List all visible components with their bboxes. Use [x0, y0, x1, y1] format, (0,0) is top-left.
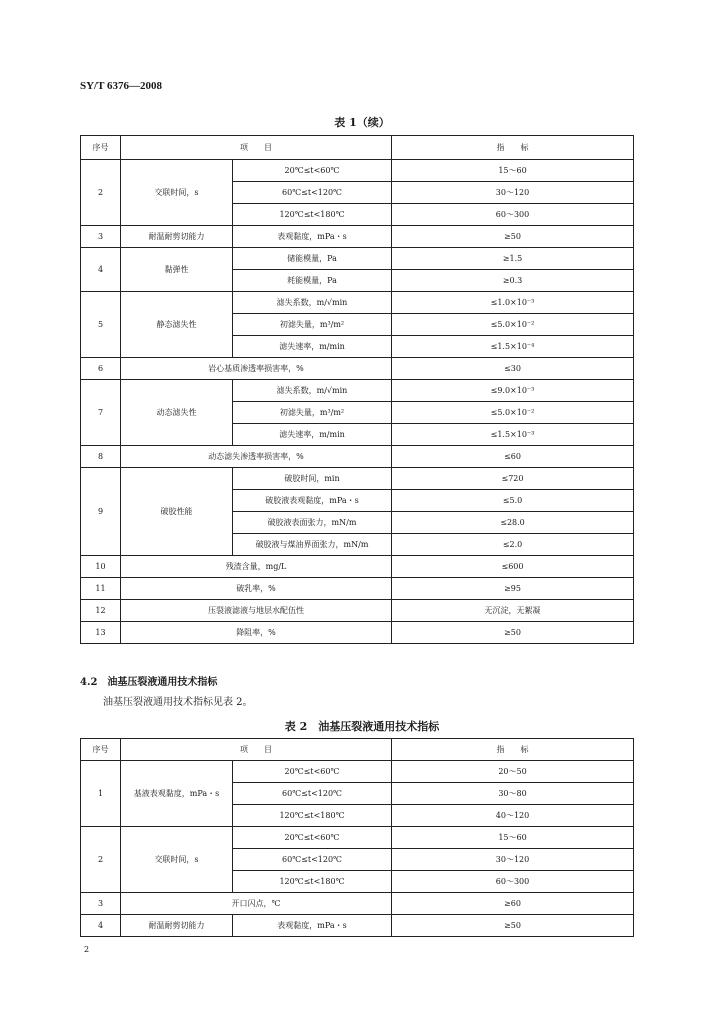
- row-value: 60～300: [392, 871, 634, 893]
- table1-caption: 表 1（续）: [334, 116, 390, 129]
- row-condition: 20℃≤t<60℃: [233, 827, 392, 849]
- row-value: 15～60: [392, 160, 634, 182]
- section-text: 油基压裂液通用技术指标见表 2。: [103, 697, 253, 708]
- row-condition: 破胶液表观黏度，mPa・s: [233, 490, 392, 512]
- row-condition: 60℃≤t<120℃: [233, 849, 392, 871]
- table2: [80, 738, 634, 937]
- row-value: ≤9.0×10⁻³: [392, 380, 634, 402]
- row-value: 30～120: [392, 849, 634, 871]
- row-condition: 初滤失量，m³/m²: [233, 402, 392, 424]
- row-no: 9: [81, 468, 121, 556]
- row-value: ≤5.0×10⁻²: [392, 402, 634, 424]
- row-value: 30～120: [392, 182, 634, 204]
- table-row: [81, 160, 634, 182]
- table-row: [81, 600, 634, 622]
- row-value: ≤30: [392, 358, 634, 380]
- table2-header-row: [81, 739, 634, 761]
- row-condition: 表观黏度，mPa・s: [233, 226, 392, 248]
- row-condition: 滤失系数，m/√min: [233, 292, 392, 314]
- row-value: ≤28.0: [392, 512, 634, 534]
- row-condition: 破胶液与煤油界面张力，mN/m: [233, 534, 392, 556]
- row-value: ≥50: [392, 226, 634, 248]
- row-condition: 20℃≤t<60℃: [233, 160, 392, 182]
- row-value: ≤1.5×10⁻⁴: [392, 336, 634, 358]
- row-item-name: 交联时间，s: [121, 160, 233, 226]
- row-no: 2: [81, 160, 121, 226]
- row-value: ≤60: [392, 446, 634, 468]
- col-header-no: 序号: [81, 136, 121, 160]
- row-item-name: 降阻率，%: [121, 622, 392, 644]
- row-item-name: 静态滤失性: [121, 292, 233, 358]
- row-no: 5: [81, 292, 121, 358]
- table-row: [81, 446, 634, 468]
- standard-code: SY/T 6376—2008: [80, 80, 163, 92]
- row-no: 8: [81, 446, 121, 468]
- row-item-name: 岩心基质渗透率损害率，%: [121, 358, 392, 380]
- row-condition: 20℃≤t<60℃: [233, 761, 392, 783]
- row-item-name: 交联时间，s: [121, 827, 233, 893]
- row-item-name: 耐温耐剪切能力: [121, 226, 233, 248]
- row-value: ≤1.5×10⁻³: [392, 424, 634, 446]
- col-header-no: 序号: [81, 739, 121, 761]
- table2-caption: 表 2 油基压裂液通用技术指标: [284, 720, 440, 733]
- row-value: ≤720: [392, 468, 634, 490]
- row-condition: 破胶液表面张力，mN/m: [233, 512, 392, 534]
- row-item-name: 压裂液滤液与地层水配伍性: [121, 600, 392, 622]
- row-condition: 滤失速率，m/min: [233, 336, 392, 358]
- row-value: ≥50: [392, 915, 634, 937]
- row-no: 1: [81, 761, 121, 827]
- row-condition: 120℃≤t<180℃: [233, 204, 392, 226]
- row-item-name: 基液表观黏度，mPa・s: [121, 761, 233, 827]
- col-header-index: 指 标: [392, 136, 634, 160]
- table-row: [81, 248, 634, 270]
- row-condition: 初滤失量，m³/m²: [233, 314, 392, 336]
- table-row: [81, 622, 634, 644]
- row-value: ≤5.0: [392, 490, 634, 512]
- row-value: ≥50: [392, 622, 634, 644]
- row-condition: 滤失系数，m/√min: [233, 380, 392, 402]
- table-row: [81, 556, 634, 578]
- row-item-name: 动态滤失渗透率损害率，%: [121, 446, 392, 468]
- row-condition: 耗能模量，Pa: [233, 270, 392, 292]
- row-condition: 60℃≤t<120℃: [233, 783, 392, 805]
- col-header-index: 指 标: [392, 739, 634, 761]
- table-row: [81, 358, 634, 380]
- row-value: ≥60: [392, 893, 634, 915]
- row-value: ≥95: [392, 578, 634, 600]
- row-value: ≤2.0: [392, 534, 634, 556]
- row-item-name: 开口闪点，℃: [121, 893, 392, 915]
- table-row: [81, 827, 634, 849]
- table-row: [81, 893, 634, 915]
- row-no: 2: [81, 827, 121, 893]
- row-no: 3: [81, 893, 121, 915]
- row-condition: 120℃≤t<180℃: [233, 871, 392, 893]
- row-value: ≤600: [392, 556, 634, 578]
- row-condition: 120℃≤t<180℃: [233, 805, 392, 827]
- row-value: 无沉淀，无絮凝: [392, 600, 634, 622]
- row-item-name: 动态滤失性: [121, 380, 233, 446]
- row-value: 30～80: [392, 783, 634, 805]
- row-value: 60～300: [392, 204, 634, 226]
- row-no: 4: [81, 915, 121, 937]
- row-value: ≤5.0×10⁻²: [392, 314, 634, 336]
- row-no: 4: [81, 248, 121, 292]
- row-item-name: 残渣含量，mg/L: [121, 556, 392, 578]
- row-no: 3: [81, 226, 121, 248]
- row-value: ≤1.0×10⁻³: [392, 292, 634, 314]
- row-value: ≥0.3: [392, 270, 634, 292]
- row-value: ≥1.5: [392, 248, 634, 270]
- row-no: 6: [81, 358, 121, 380]
- section-heading: 4.2 油基压裂液通用技术指标: [80, 677, 218, 688]
- table-row: [81, 226, 634, 248]
- row-condition: 储能模量，Pa: [233, 248, 392, 270]
- table1: [80, 135, 634, 644]
- col-header-item: 项 目: [121, 136, 392, 160]
- row-condition: 60℃≤t<120℃: [233, 182, 392, 204]
- table-row: [81, 292, 634, 314]
- table-row: [81, 380, 634, 402]
- row-no: 7: [81, 380, 121, 446]
- page-number: 2: [84, 945, 90, 954]
- row-condition: 表观黏度，mPa・s: [233, 915, 392, 937]
- table-row: [81, 578, 634, 600]
- row-no: 13: [81, 622, 121, 644]
- row-no: 10: [81, 556, 121, 578]
- row-value: 15～60: [392, 827, 634, 849]
- row-no: 11: [81, 578, 121, 600]
- row-condition: 破胶时间，min: [233, 468, 392, 490]
- col-header-item: 项 目: [121, 739, 392, 761]
- table-row: [81, 761, 634, 783]
- row-value: 40～120: [392, 805, 634, 827]
- table1-header-row: [81, 136, 634, 160]
- row-item-name: 破胶性能: [121, 468, 233, 556]
- row-item-name: 黏弹性: [121, 248, 233, 292]
- row-item-name: 耐温耐剪切能力: [121, 915, 233, 937]
- row-condition: 滤失速率，m/min: [233, 424, 392, 446]
- row-value: 20～50: [392, 761, 634, 783]
- row-item-name: 破乳率，%: [121, 578, 392, 600]
- table-row: [81, 468, 634, 490]
- row-no: 12: [81, 600, 121, 622]
- table-row: [81, 915, 634, 937]
